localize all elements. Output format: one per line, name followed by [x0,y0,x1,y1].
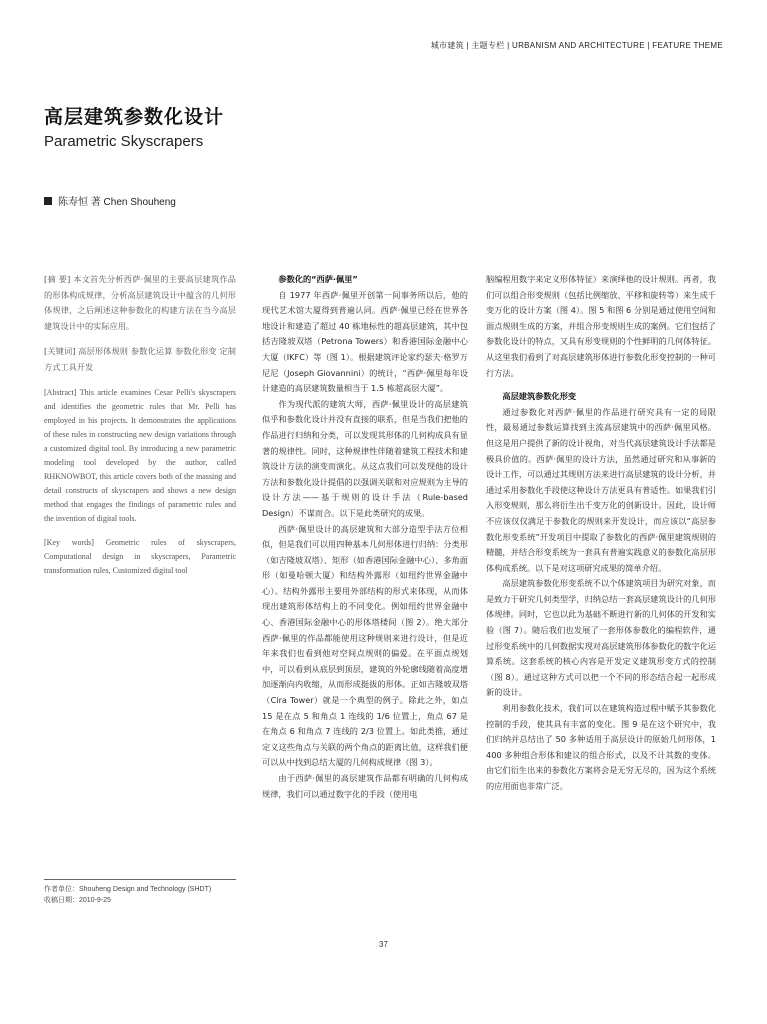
running-head: 城市建筑 | 主题专栏 | URBANISM AND ARCHITECTURE | FEATURE THEME [430,41,723,50]
body-column-right [486,272,716,795]
paragraph: 自 1977 年西萨·佩里开创第一间事务所以后，他的现代艺术馆大厦得到普遍认同。西萨·佩里已经在世界各地设计和建造了超过 40 栋地标性的超高层建筑，其中包括吉隆坡双塔（Petrona Towers）和香港国际金融中心大厦（IKFC）等（图 1）。根据建筑评论家约瑟夫·格罗万尼尼（Joseph Giovannini）的统计，“西萨·佩里每年设计建造的高层建筑数量相当于 1.5 栋超高层大厦”。 [262,289,468,394]
author-line [44,193,176,208]
paragraph: 由于西萨·佩里的高层建筑作品都有明确的几何构成规律，我们可以通过数字化的手段（使用电 [262,773,468,799]
abstract-column [44,272,236,588]
abstract-zh: [摘 要] 本文首先分析西萨·佩里的主要高层建筑作品的形体构成规律，分析高层建筑设计中蕴含的几何形体规律，之后阐述这种参数化的构建方法在当今高层建筑设计中的实际应用。 [44,274,236,331]
footnote [44,879,236,906]
square-bullet-icon [44,197,52,205]
section-heading-morphing: 高层建筑参数化形变 [502,391,577,402]
footnote-affiliation: 作者单位：Shouheng Design and Technology (SHDT) [44,886,212,893]
paragraph: 通过参数化对西萨·佩里的作品进行研究具有一定的局限性，最易通过参数运算找到主流高层建筑中的西萨·佩里风格。但这是用户提供了新的设计视角，对当代高层建筑设计手法都是极具价值的。西萨·佩里的设计方法，虽然通过研究和从事新的设计工作，可以通过其规则方法来进行高层建筑的设计分析，并通过采用参数化手段使这种设计方法更具有普适性。如果我们引入形变规则，那么将衍生出千变万化的创新设计。因此，设计师不应该仅仅满足于参数化的规则来开发设计，而应该以“高层参数化形变系统”开发项目中提取了参数化的西萨·佩里建筑规则的精髓，并结合形变系统为一套具有普遍实践意义的参数化高层形体构成系统。以下是对这项研究成果的简单介绍。 [486,406,716,573]
keywords-zh: [关键词] 高层形体规则 参数化运算 参数化形变 定制方式工具开发 [44,346,236,372]
abstract-en: [Abstract] This article examines Cesar Pelli's skyscrapers and identifies the geometric rules that Mr. Pelli has employed in his projects. It demonstrates the applications of these rules in constructing new design variations through a customized digital tool. By introducing a new parametric modeling tool developed by the author, called RHKNOWBOT, this article covers both of the massing and detail constructs of skyscrapers and shows a new design method that engages the findings of parametric rules and the invention of digital tools. [44,387,236,523]
article-title-en: Parametric Skyscrapers [44,133,204,150]
paragraph: 高层建筑参数化形变系统不以个体建筑项目为研究对象，而是致力于研究几何类型学，归纳总结一套高层建筑设计的几何形体规律。同时，它也以此为基础不断进行新的几何体的开发和实验（图 7）。随后我们也发展了一套形体参数化的编程软件，通过形变系统中的几何数据实现对高层建筑形体参数化的数字化运算系统。这套系统的核心内容是开发定义建筑形变方式的控制（图 8）。通过这种方式可以把一个不同的形态结合起一起形成新的设计。 [486,578,716,698]
article-title-zh: 高层建筑参数化设计 [44,106,225,128]
paragraph: 作为现代派的建筑大师，西萨·佩里设计的高层建筑似乎和参数化设计并没有直接的联系，但是当我们把他的作品进行归纳和分类，可以发现其形体的几何构成具有显著的规律性。同时，这种规律性伴随着建筑工程技术和建筑设计方法的演变而演化。从这点我们可以发现他的设计方法和参数化设计提倡的以强调关联和对应规则为主导的设计方法——基于规则的设计手法（Rule-based Design）不谋而合。以下是此类研究的成果。 [262,398,468,518]
author-name: 陈寿恒 著 Chen Shouheng [58,197,176,208]
section-heading-parametric-pelli: 参数化的“西萨·佩里” [278,274,358,284]
footnote-received-date: 收稿日期：2010-9-25 [44,897,111,904]
paragraph: 脑编程用数字来定义形体特征）来演绎他的设计规则。再者，我们可以组合形变规则（包括比例缩放、平移和旋转等）来生成千变万化的设计方案（图 4）。图 5 和图 6 分别是通过使用空间和面点规则生成的方案，并组合形变规则生成的案例。它们包括了参数化设计的特点，又具有形变规则的个性鲜明的几何体特征。从这里我们看到了对高层建筑形体进行参数化形变控制的一种可行方法。 [486,274,716,378]
paragraph: 利用参数化技术，我们可以在建筑构造过程中赋予其参数化控制的手段，使其具有丰富的变化。图 9 是在这个研究中，我们归纳并总结出了 50 多种适用于高层设计的原始几何形体，1 400 多种组合形体和建议的组合形式，以及不计其数的变体。由它们衍生出来的参数化方案将会是无穷无尽的，因为这个系统的应用面也非常广泛。 [486,703,716,791]
keywords-en: [Key words] Geometric rules of skyscrapers, Computational design in skyscrapers, Parametric transformation rules, Customized digital tool [44,537,236,575]
page-number: 37 [379,940,388,949]
paragraph: 西萨·佩里设计的高层建筑和大部分造型手法方位相似，但是我们可以用四种基本几何形体进行归纳：分类形（如吉隆坡双塔）、矩形（如香港国际金融中心）、多角面形（如曼哈顿大厦）和结构外露形（如纽约世界金融中心）。结构外露形主要用外部结构的形式来体现，从而体现出建筑形体结构上的不同变化。例如纽约世界金融中心、香港国际金融中心的形体塔楼间（图 2）。绝大部分西萨·佩里的作品都能使用这种规则来进行设计，但是近年来我们也看到他对空间点规则的偏爱。在平面点规划中，可以看到从底层到顶层，建筑的外轮廓线随着高度增加逐渐向内收缩，从而形成挺拔的形体。正如吉隆坡双塔（Cira Tower）就是一个典型的例子。除此之外，如点 15 是在点 5 和角点 1 连线的 1/6 位置上，角点 67 是在角点 6 和角点 7 连线的 2/3 位置上。如此类推，通过定义这些角点与关联的两个角点的距离比值，这样我们便可以从中找到总结大厦的几何构成规律（图 3）。 [262,523,468,768]
body-column-middle [262,272,468,802]
